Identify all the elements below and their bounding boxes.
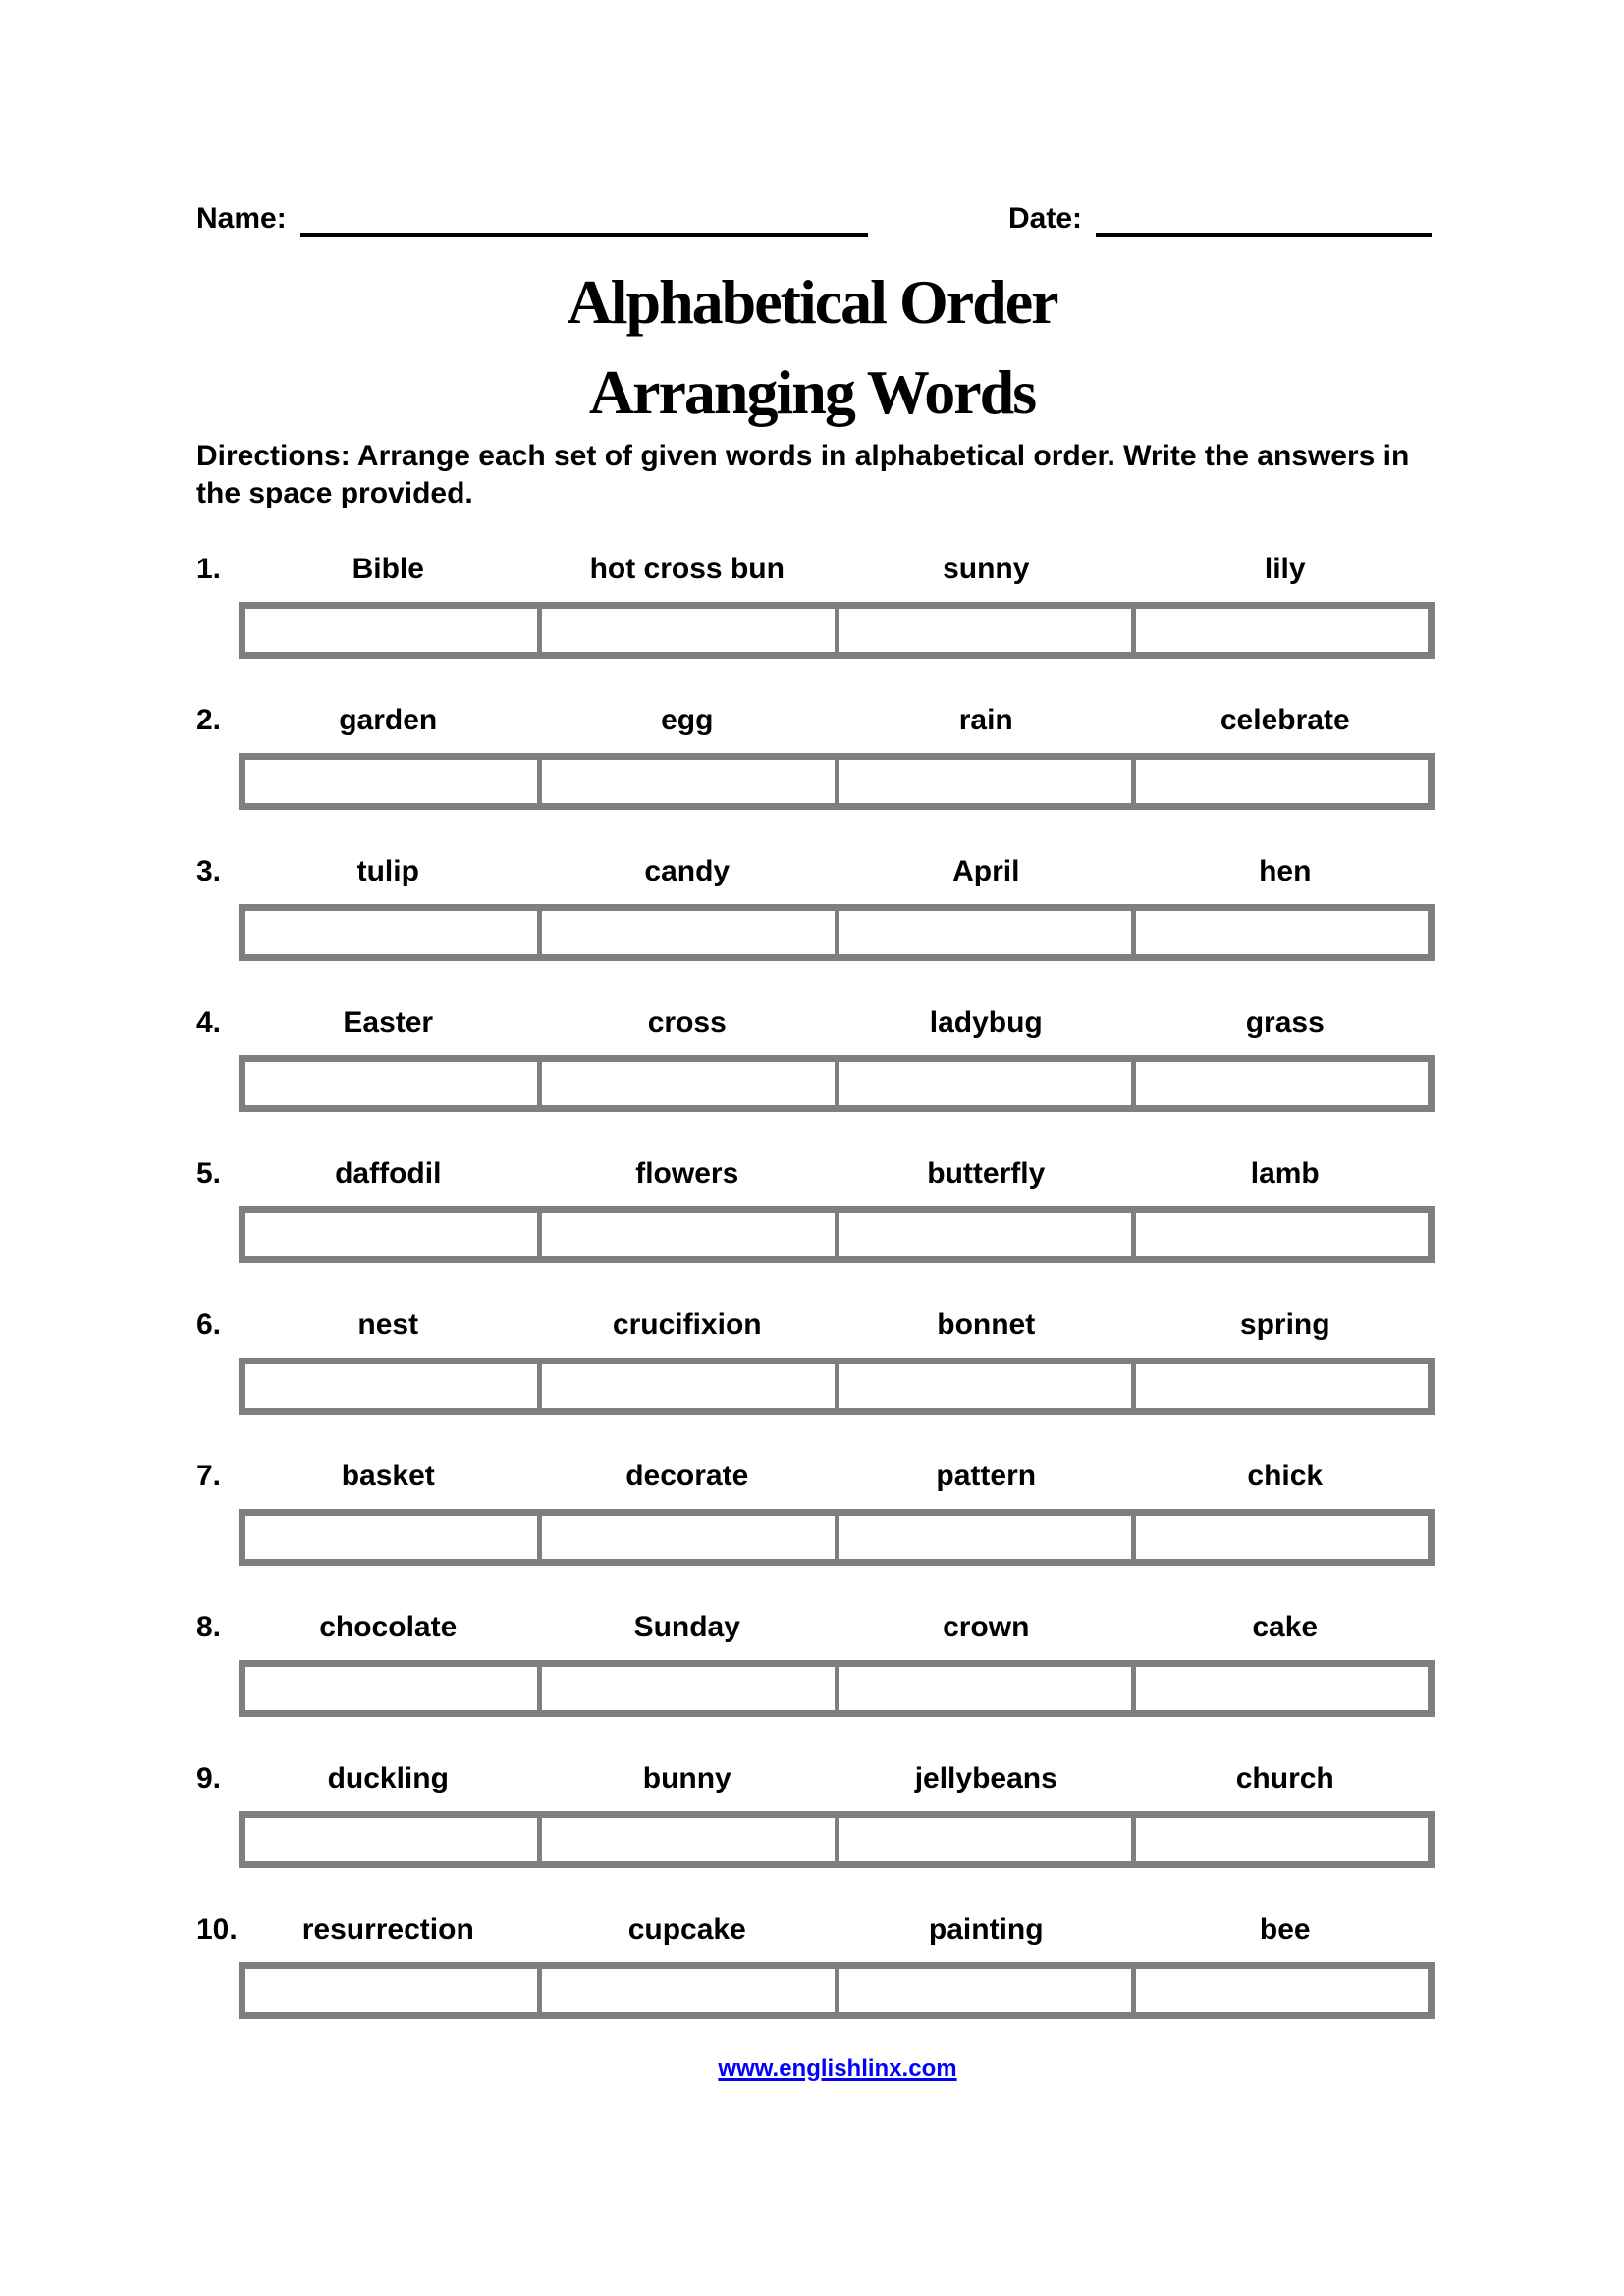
- footer: [26, 2056, 1624, 2083]
- word-grid: [239, 703, 1435, 738]
- word-set-line: [196, 1005, 1435, 1041]
- footer-link[interactable]: www.englishlinx.com: [718, 2056, 957, 2082]
- answer-table: [239, 1358, 1435, 1415]
- answer-table: [239, 602, 1435, 659]
- answer-cell-2[interactable]: [537, 1213, 834, 1256]
- word-set-line: [196, 1912, 1435, 1948]
- word-2: cupcake: [627, 1913, 746, 1946]
- name-field: [196, 199, 868, 237]
- answer-cell-2[interactable]: [537, 1364, 834, 1408]
- word-set-line: [196, 703, 1435, 738]
- word-1: Bible: [352, 553, 424, 585]
- word-1: tulip: [356, 855, 419, 887]
- answer-cell-1[interactable]: [245, 1516, 537, 1559]
- word-set-line: [196, 1761, 1435, 1796]
- answer-cell-1[interactable]: [245, 1667, 537, 1710]
- answer-cell-1[interactable]: [245, 1213, 537, 1256]
- exercise-row: [196, 1610, 1435, 1717]
- word-3: crown: [943, 1611, 1030, 1643]
- answer-table: [239, 1509, 1435, 1566]
- answer-cell-2[interactable]: [537, 760, 834, 803]
- answer-cell-1[interactable]: [245, 609, 537, 652]
- answer-cell-2[interactable]: [537, 911, 834, 954]
- exercise-number: 3.: [196, 855, 222, 887]
- title-line-2: Arranging Words: [588, 357, 1036, 427]
- answer-cell-4[interactable]: [1131, 1667, 1428, 1710]
- word-2: hot cross bun: [589, 553, 785, 585]
- word-grid: [239, 1912, 1435, 1948]
- word-2: Sunday: [633, 1611, 740, 1643]
- word-1: chocolate: [319, 1611, 458, 1643]
- word-1: Easter: [343, 1006, 434, 1039]
- answer-cell-3[interactable]: [835, 1667, 1131, 1710]
- answer-cell-1[interactable]: [245, 1969, 537, 2012]
- answer-cell-3[interactable]: [835, 1213, 1131, 1256]
- answer-cell-4[interactable]: [1131, 609, 1428, 652]
- word-2: flowers: [635, 1157, 739, 1190]
- answer-cell-3[interactable]: [835, 760, 1131, 803]
- answer-cell-3[interactable]: [835, 609, 1131, 652]
- answer-cell-4[interactable]: [1131, 1818, 1428, 1861]
- word-grid: [239, 1610, 1435, 1645]
- word-grid: [239, 1308, 1435, 1343]
- word-4: lamb: [1250, 1157, 1320, 1190]
- answer-cell-4[interactable]: [1131, 1062, 1428, 1105]
- word-3: jellybeans: [914, 1762, 1057, 1794]
- answer-cell-1[interactable]: [245, 1818, 537, 1861]
- word-3: April: [952, 855, 1020, 887]
- exercise-number: 8.: [196, 1611, 222, 1643]
- answer-cell-2[interactable]: [537, 1818, 834, 1861]
- exercise-number: 10.: [196, 1913, 238, 1946]
- title-line-1: Alphabetical Order: [567, 267, 1057, 337]
- name-date-row: [196, 199, 1432, 237]
- answer-cell-1[interactable]: [245, 760, 537, 803]
- answer-cell-3[interactable]: [835, 1969, 1131, 2012]
- exercise-row: [196, 854, 1435, 961]
- word-4: hen: [1259, 855, 1312, 887]
- exercise-row: [196, 1308, 1435, 1415]
- exercise-number: 9.: [196, 1762, 222, 1794]
- exercise-number: 2.: [196, 704, 222, 736]
- exercise-row: [196, 1156, 1435, 1263]
- word-grid: [239, 1156, 1435, 1192]
- word-4: celebrate: [1219, 704, 1350, 736]
- name-input-line[interactable]: [300, 199, 868, 237]
- word-2: bunny: [642, 1762, 731, 1794]
- word-1: basket: [341, 1460, 435, 1492]
- answer-cell-2[interactable]: [537, 1667, 834, 1710]
- exercise-number: 1.: [196, 553, 222, 585]
- exercise-row: [196, 1912, 1435, 2019]
- word-3: ladybug: [929, 1006, 1043, 1039]
- exercise-row: [196, 1459, 1435, 1566]
- word-2: candy: [644, 855, 731, 887]
- answer-table: [239, 1206, 1435, 1263]
- word-grid: [239, 1005, 1435, 1041]
- answer-table: [239, 1811, 1435, 1868]
- answer-cell-1[interactable]: [245, 1364, 537, 1408]
- word-1: nest: [357, 1308, 419, 1341]
- answer-cell-4[interactable]: [1131, 1213, 1428, 1256]
- exercise-number: 6.: [196, 1308, 222, 1341]
- word-grid: [239, 854, 1435, 889]
- word-3: sunny: [943, 553, 1030, 585]
- answer-cell-3[interactable]: [835, 1516, 1131, 1559]
- word-4: grass: [1245, 1006, 1325, 1039]
- word-2: decorate: [625, 1460, 749, 1492]
- word-4: church: [1235, 1762, 1334, 1794]
- answer-cell-4[interactable]: [1131, 760, 1428, 803]
- answer-cell-4[interactable]: [1131, 911, 1428, 954]
- answer-cell-3[interactable]: [835, 1364, 1131, 1408]
- word-3: bonnet: [937, 1308, 1036, 1341]
- word-2: crucifixion: [612, 1308, 762, 1341]
- answer-cell-1[interactable]: [245, 1062, 537, 1105]
- word-set-line: [196, 854, 1435, 889]
- exercise-row: [196, 552, 1435, 659]
- word-set-line: [196, 1610, 1435, 1645]
- answer-table: [239, 753, 1435, 810]
- word-4: lily: [1264, 553, 1306, 585]
- directions-text: Directions: Arrange each set of given words in alphabetical order. Write the answers in the space provided.: [196, 440, 1410, 509]
- word-1: resurrection: [301, 1913, 474, 1946]
- word-1: duckling: [327, 1762, 449, 1794]
- exercise-number: 7.: [196, 1460, 222, 1492]
- word-set-line: [196, 1156, 1435, 1192]
- word-4: spring: [1239, 1308, 1330, 1341]
- word-set-line: [196, 1459, 1435, 1494]
- exercise-row: [196, 1005, 1435, 1112]
- word-4: bee: [1259, 1913, 1311, 1946]
- answer-cell-3[interactable]: [835, 911, 1131, 954]
- exercise-row: [196, 1761, 1435, 1868]
- answer-cell-3[interactable]: [835, 1062, 1131, 1105]
- word-grid: [239, 1761, 1435, 1796]
- answer-cell-4[interactable]: [1131, 1969, 1428, 2012]
- answer-table: [239, 1055, 1435, 1112]
- word-set-line: [196, 1308, 1435, 1343]
- answer-cell-4[interactable]: [1131, 1364, 1428, 1408]
- date-label: Date:: [1007, 202, 1082, 235]
- answer-table: [239, 904, 1435, 961]
- word-grid: [239, 1459, 1435, 1494]
- exercise-row: [196, 703, 1435, 810]
- word-1: garden: [339, 704, 438, 736]
- word-2: cross: [647, 1006, 727, 1039]
- word-set-line: [196, 552, 1435, 587]
- word-3: painting: [928, 1913, 1044, 1946]
- exercise-number: 4.: [196, 1006, 222, 1039]
- word-3: butterfly: [927, 1157, 1046, 1190]
- word-3: rain: [958, 704, 1013, 736]
- worksheet-title: [0, 257, 1624, 438]
- date-input-line[interactable]: [1096, 199, 1432, 237]
- answer-cell-2[interactable]: [537, 1062, 834, 1105]
- word-4: cake: [1252, 1611, 1319, 1643]
- answer-cell-2[interactable]: [537, 1969, 834, 2012]
- answer-cell-2[interactable]: [537, 1516, 834, 1559]
- word-2: egg: [661, 704, 714, 736]
- word-4: chick: [1247, 1460, 1324, 1492]
- date-field: [1008, 199, 1432, 237]
- answer-cell-4[interactable]: [1131, 1516, 1428, 1559]
- answer-cell-2[interactable]: [537, 609, 834, 652]
- answer-table: [239, 1962, 1435, 2019]
- answer-table: [239, 1660, 1435, 1717]
- word-3: pattern: [936, 1460, 1037, 1492]
- word-1: daffodil: [335, 1157, 442, 1190]
- answer-cell-1[interactable]: [245, 911, 537, 954]
- answer-cell-3[interactable]: [835, 1818, 1131, 1861]
- word-grid: [239, 552, 1435, 587]
- exercise-number: 5.: [196, 1157, 222, 1190]
- name-label: Name:: [196, 202, 287, 235]
